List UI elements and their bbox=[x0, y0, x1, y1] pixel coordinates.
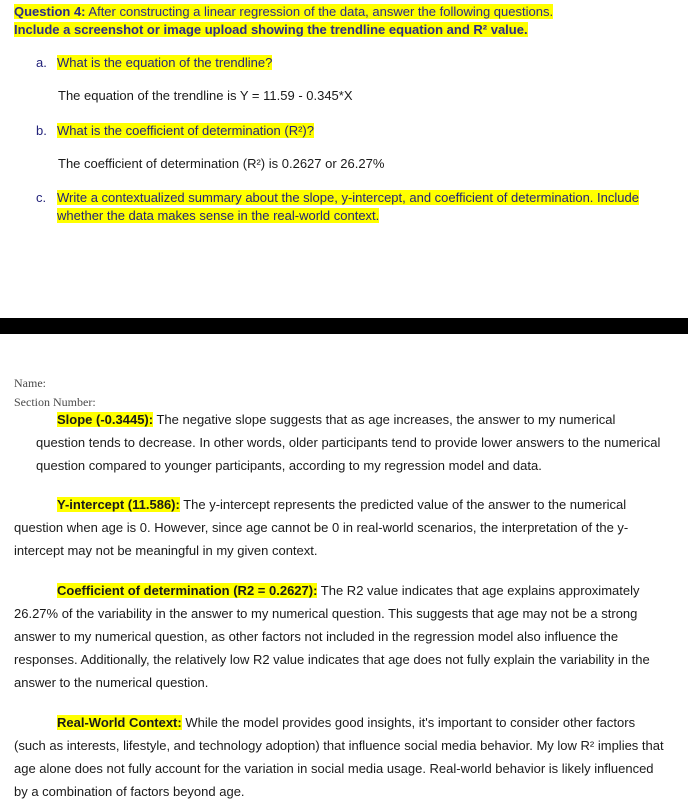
question-header bbox=[14, 3, 674, 38]
section-number-label: Section Number: bbox=[14, 395, 96, 409]
part-c-question: Write a contextualized summary about the slope, y-intercept, and coefficient of determination. Include whether the data makes sense in the real-world context. bbox=[57, 190, 639, 223]
part-b-marker: b. bbox=[36, 123, 47, 138]
intercept-body: The y-intercept represents the predicted value of the answer to the numerical question when age is 0. However, since age cannot be 0 in real-world scenarios, the interpretation of the y-intercept may not be meaningful in my given context. bbox=[14, 497, 629, 558]
context-body: While the model provides good insights, it's important to consider other factors (such as interests, lifestyle, and technology adoption) that influence social media behavior. My low R² implies that age alone does not fully account for the variation in social media usage. Real-world behavior is likely influenced by a combination of factors beyond age. bbox=[14, 715, 664, 799]
intercept-heading: Y-intercept (11.586): bbox=[57, 497, 180, 512]
name-label: Name: bbox=[14, 376, 46, 390]
part-a-question: What is the equation of the trendline? bbox=[57, 55, 273, 70]
part-b bbox=[36, 122, 666, 140]
slope-paragraph bbox=[36, 408, 666, 477]
r2-paragraph bbox=[14, 579, 670, 694]
part-a-answer: The equation of the trendline is Y = 11.59 - 0.345*X bbox=[58, 88, 353, 103]
part-c bbox=[36, 189, 666, 223]
context-heading: Real-World Context: bbox=[57, 715, 182, 730]
intercept-paragraph bbox=[14, 493, 670, 562]
slope-body: The negative slope suggests that as age increases, the answer to my numerical question tends to decrease. In other words, older participants tend to provide lower answers to the numerical question compared to younger participants, according to my regression model and data. bbox=[36, 412, 661, 473]
part-c-marker: c. bbox=[36, 190, 47, 205]
question-line-1 bbox=[14, 4, 553, 19]
r2-body: The R2 value indicates that age explains approximately 26.27% of the variability in the answer to my numerical question. This suggests that age may not be a strong answer to my numerical question, as other factors not included in the regression model also influence the responses. Additionally, the relatively low R2 value indicates that age does not fully explain the variability in the answer to the numerical question. bbox=[14, 583, 650, 690]
part-b-answer: The coefficient of determination (R²) is 0.2627 or 26.27% bbox=[58, 156, 385, 171]
question-line1-text: After constructing a linear regression of the data, answer the following questions. bbox=[85, 4, 554, 19]
part-b-question: What is the coefficient of determination (R²)? bbox=[57, 123, 314, 138]
r2-heading: Coefficient of determination (R2 = 0.2627): bbox=[57, 583, 318, 598]
part-a-marker: a. bbox=[36, 55, 47, 70]
question-label: Question 4: bbox=[14, 4, 86, 19]
slope-heading: Slope (-0.3445): bbox=[57, 412, 154, 427]
question-line-2: Include a screenshot or image upload showing the trendline equation and R² value. bbox=[14, 21, 528, 37]
context-paragraph bbox=[14, 711, 670, 803]
part-a bbox=[36, 54, 666, 72]
page-divider bbox=[0, 318, 688, 334]
